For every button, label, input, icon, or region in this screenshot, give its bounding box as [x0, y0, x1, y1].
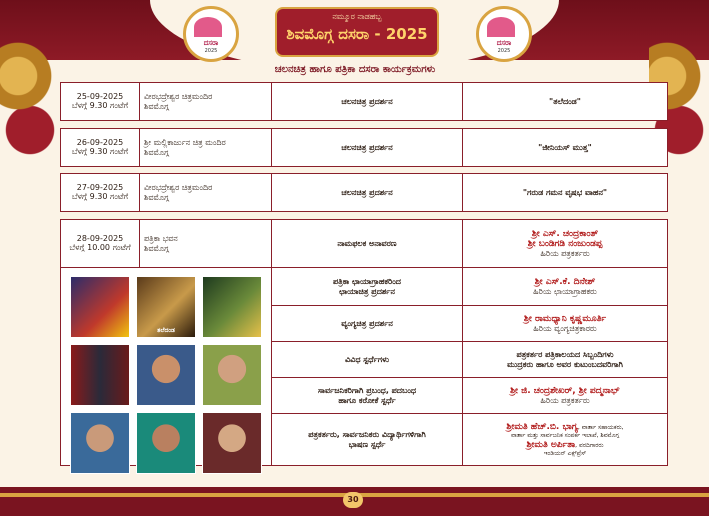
screening-table-2 [60, 128, 668, 167]
date-cell: 28-09-2025 ಬೆಳಗ್ಗೆ 10.00 ಗಂಟೆಗೆ [61, 220, 140, 268]
portrait-photo [202, 344, 262, 406]
table-row [61, 129, 668, 167]
logo-year: 2025 [497, 48, 511, 54]
portrait-photo [136, 344, 196, 406]
event-cell: ಚಲನಚಿತ್ರ ಪ್ರದರ್ಶನ [272, 83, 463, 121]
event-cell: ಸಾರ್ವಜನಿಕರಿಗಾಗಿ ಪ್ರಬಂಧ, ಪದಬಂಧ ಹಾಗೂ ಕರೋಕೆ ಸ್ಪರ್ಧೆ [272, 378, 463, 414]
venue-cell: ವೀರಭದ್ರೇಶ್ವರ ಚಿತ್ರಮಂದಿರ ಶಿವಮೊಗ್ಗ [140, 83, 272, 121]
event-cell: ವ್ಯಂಗ್ಯಚಿತ್ರ ಪ್ರದರ್ಶನ [272, 306, 463, 342]
date-cell: 27-09-2025 ಬೆಳಗ್ಗೆ 9.30 ಗಂಟೆಗೆ [61, 174, 140, 212]
detail-cell: "ಜೀನಿಯಸ್ ಮುತ್ತ" [463, 129, 668, 167]
dasara-logo-left [183, 6, 239, 62]
screening-table-1 [60, 82, 668, 121]
movie-poster [202, 276, 262, 338]
event-cell: ನಾಮಫಲಕ ಅನಾವರಣ [272, 220, 463, 268]
logo-year: 2025 [204, 48, 218, 54]
venue-cell: ಪತ್ರಿಕಾ ಭವನ ಶಿವಮೊಗ್ಗ [140, 220, 272, 268]
date-cell: 26-09-2025 ಬೆಳಗ್ಗೆ 9.30 ಗಂಟೆಗೆ [61, 129, 140, 167]
logo-text: ದಸರಾ [203, 39, 219, 47]
screening-table-3 [60, 173, 668, 212]
detail-cell: "ತಲೆದಂಡ" [463, 83, 668, 121]
date-cell: 25-09-2025 ಬೆಳಗ್ಗೆ 9.30 ಗಂಟೆಗೆ [61, 83, 140, 121]
left-ornament [0, 40, 60, 160]
logo-text: ದಸರಾ [496, 39, 512, 47]
detail-cell: ಶ್ರೀ ಎಸ್. ಚಂದ್ರಕಾಂತ್ ಶ್ರೀ ಬಂಡಿಗಡಿ ನಂಜುಂಡಪ್ಪ ಹಿರಿಯ ಪತ್ರಕರ್ತರು [463, 220, 668, 268]
detail-cell: ಶ್ರೀ ಜಿ. ಚಂದ್ರಶೇಖರ್, ಶ್ರೀ ಪದ್ಮನಾಭ್ ಹಿರಿಯ ಪತ್ರಕರ್ತರು [463, 378, 668, 414]
portrait-photo [202, 412, 262, 474]
detail-cell: ಶ್ರೀಮತಿ ಹೆಚ್.ಬಿ. ಭಾಗ್ಯ, ವಾರ್ತಾ ಸಹಾಯಕರು, ವಾರ್ತಾ ಮತ್ತು ಸಾರ್ವಜನಿಕ ಸಂಪರ್ಕ ಇಲಾಖೆ, ಶಿವಮೊಗ್ಗ ಶ್ರೀಮತಿ ಅರ್ಪಿತಾ, ವರದಿಗಾರರು ಇಂಡಿಯನ್ ಎಕ್ಸ್‌ಪ್ರೆಸ್ [463, 414, 668, 466]
table-row [61, 83, 668, 121]
movie-poster: ತಲೆದಂಡ [136, 276, 196, 338]
portrait-photo [70, 412, 130, 474]
venue-cell: ವೀರಭದ್ರೇಶ್ವರ ಚಿತ್ರಮಂದಿರ ಶಿವಮೊಗ್ಗ [140, 174, 272, 212]
logo-emblem [194, 17, 222, 37]
logo-emblem [487, 17, 515, 37]
event-cell: ಪತ್ರಿಕಾ ಛಾಯಾಗ್ರಾಹಕರಿಂದ ಛಾಯಾಚಿತ್ರ ಪ್ರದರ್ಶನ [272, 268, 463, 306]
event-cell: ಚಲನಚಿತ್ರ ಪ್ರದರ್ಶನ [272, 174, 463, 212]
detail-cell: "ಗರುಡ ಗಮನ ವೃಷಭ ವಾಹನ" [463, 174, 668, 212]
photo-collage [66, 274, 266, 480]
detail-cell: ಪತ್ರಕರ್ತರ ಪತ್ರಿಕಾಲಯದ ಸಿಬ್ಬಂದಿಗಳು ಮುದ್ರಕರು ಹಾಗೂ ಅವರ ಕುಟುಂಬದವರಿಗಾಗಿ [463, 342, 668, 378]
title-small: ನಮ್ಮೂರ ನಾಡಹಬ್ಬ [332, 12, 382, 21]
table-row [61, 174, 668, 212]
table-row [61, 220, 668, 268]
venue-cell: ಶ್ರೀ ಮಲ್ಲಿಕಾರ್ಜುನ ಚಿತ್ರ ಮಂದಿರ ಶಿವಮೊಗ್ಗ [140, 129, 272, 167]
event-cell: ಚಲನಚಿತ್ರ ಪ್ರದರ್ಶನ [272, 129, 463, 167]
movie-poster [70, 276, 130, 338]
page-title: ಶಿವಮೊಗ್ಗ ದಸರಾ - 2025 [286, 25, 428, 43]
movie-poster [70, 344, 130, 406]
detail-cell: ಶ್ರೀ ಎಸ್.ಕೆ. ದಿನೇಶ್ ಹಿರಿಯ ಛಾಯಾಗ್ರಾಹಕರು [463, 268, 668, 306]
event-cell: ಪತ್ರಕರ್ತರು, ಸಾರ್ವಜನಿಕರು ವಿದ್ಯಾರ್ಥಿಗಳಿಗಾಗಿ ಭಾಷಣ ಸ್ಪರ್ಧೆ [272, 414, 463, 466]
title-box [275, 7, 439, 57]
page-number: 30 [343, 492, 363, 508]
detail-cell: ಶ್ರೀ ರಾಮಧ್ಯಾನಿ ಕೃಷ್ಣಮೂರ್ತಿ ಹಿರಿಯ ವ್ಯಂಗ್ಯಚಿತ್ರಕಾರರು [463, 306, 668, 342]
event-cell: ವಿವಿಧ ಸ್ಪರ್ಧೆಗಳು [272, 342, 463, 378]
portrait-photo [136, 412, 196, 474]
section-subtitle: ಚಲನಚಿತ್ರ ಹಾಗೂ ಪತ್ರಿಕಾ ದಸರಾ ಕಾರ್ಯಕ್ರಮಗಳು [274, 64, 436, 75]
dasara-logo-right [476, 6, 532, 62]
